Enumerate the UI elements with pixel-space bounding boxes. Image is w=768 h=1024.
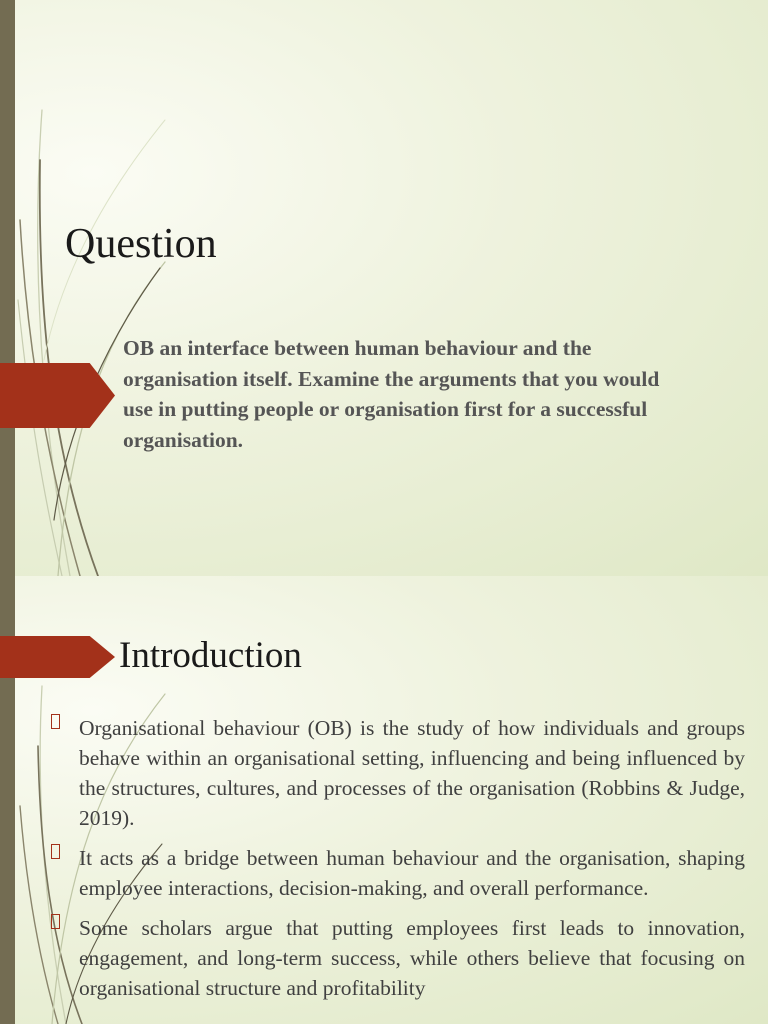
slide-title: Introduction [119,635,302,676]
slide-introduction [0,576,768,1024]
slide-title: Question [65,221,217,267]
bullet-text: It acts as a bridge between human behaviour and the organisation, shaping employee interactions, decision-making, and overall performance. [79,846,745,900]
hollow-square-bullet-icon [51,714,60,729]
bullet-item [79,913,745,1003]
bullet-text: Organisational behaviour (OB) is the study of how individuals and groups behave within an organisational setting, influencing and being influenced by the structures, cultures, and processes of the organisation (Robbins & Judge, 2019). [79,716,745,830]
bullet-item [79,843,745,903]
bullet-list [0,713,768,1013]
hollow-square-bullet-icon [51,844,60,859]
bullet-item [79,713,745,833]
bullet-text: Some scholars argue that putting employees first leads to innovation, engagement, and long-term success, while others believe that focusing on organisational structure and profitability [79,916,745,1000]
question-text: OB an interface between human behaviour and the organisation itself. Examine the arguments that you would use in putting people or organisation first for a successful organisation. [123,336,660,452]
hollow-square-bullet-icon [51,914,60,929]
